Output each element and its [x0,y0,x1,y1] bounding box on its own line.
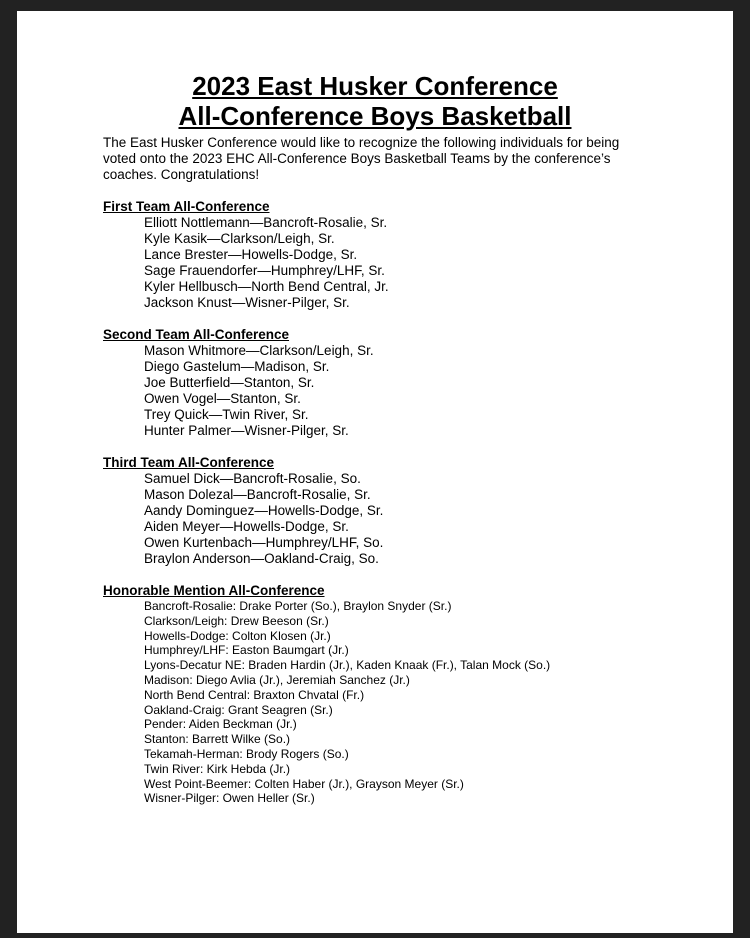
honorable-mention-entry: Humphrey/LHF: Easton Baumgart (Jr.) [144,643,349,658]
player-entry: Aiden Meyer—Howells-Dodge, Sr. [144,519,349,534]
document-title-line-2: All-Conference Boys Basketball [178,101,572,131]
player-entry: Samuel Dick—Bancroft-Rosalie, So. [144,471,361,486]
player-entry: Owen Kurtenbach—Humphrey/LHF, So. [144,535,384,550]
player-entry: Joe Butterfield—Stanton, Sr. [144,375,315,390]
honorable-mention-entry: Stanton: Barrett Wilke (So.) [144,732,291,747]
honorable-mention-entry: Tekamah-Herman: Brody Rogers (So.) [144,746,349,761]
honorable-mention-section [103,583,713,806]
honorable-mention-list [103,599,713,806]
player-entry: Kyler Hellbusch—North Bend Central, Jr. [144,279,389,294]
third-team-section [103,455,713,567]
honorable-mention-heading: Honorable Mention All-Conference [103,583,325,598]
player-entry: Owen Vogel—Stanton, Sr. [144,391,301,406]
honorable-mention-entry: Wisner-Pilger: Owen Heller (Sr.) [144,791,315,806]
honorable-mention-entry: Clarkson/Leigh: Drew Beeson (Sr.) [144,613,329,628]
honorable-mention-entry: West Point-Beemer: Colten Haber (Jr.), Grayson Meyer (Sr.) [144,776,464,791]
document-page [17,11,733,933]
second-team-section [103,327,713,439]
player-entry: Mason Dolezal—Bancroft-Rosalie, Sr. [144,487,371,502]
player-entry: Elliott Nottlemann—Bancroft-Rosalie, Sr. [144,215,388,230]
player-entry: Sage Frauendorfer—Humphrey/LHF, Sr. [144,263,385,278]
player-entry: Aandy Dominguez—Howells-Dodge, Sr. [144,503,384,518]
player-entry: Lance Brester—Howells-Dodge, Sr. [144,247,358,262]
player-entry: Kyle Kasik—Clarkson/Leigh, Sr. [144,231,335,246]
third-team-heading: Third Team All-Conference [103,455,275,470]
honorable-mention-entry: North Bend Central: Braxton Chvatal (Fr.) [144,687,365,702]
intro-paragraph: The East Husker Conference would like to recognize the following individuals for being voted onto the 2023 EHC All-Conference Boys Basketball Teams by the conference’s coaches. Congratulations! [103,135,620,182]
honorable-mention-entry: Pender: Aiden Beckman (Jr.) [144,717,297,732]
honorable-mention-entry: Twin River: Kirk Hebda (Jr.) [144,761,291,776]
third-team-list [103,471,713,567]
first-team-list [103,215,713,311]
player-entry: Jackson Knust—Wisner-Pilger, Sr. [144,295,350,310]
honorable-mention-entry: Oakland-Craig: Grant Seagren (Sr.) [144,702,333,717]
honorable-mention-entry: Bancroft-Rosalie: Drake Porter (So.), Braylon Snyder (Sr.) [144,599,452,613]
honorable-mention-entry: Howells-Dodge: Colton Klosen (Jr.) [144,628,331,643]
honorable-mention-entry: Madison: Diego Avlia (Jr.), Jeremiah Sanchez (Jr.) [144,672,410,687]
second-team-list [103,343,713,439]
player-entry: Mason Whitmore—Clarkson/Leigh, Sr. [144,343,374,358]
player-entry: Braylon Anderson—Oakland-Craig, So. [144,551,379,566]
document-title-line-1: 2023 East Husker Conference [192,71,558,101]
honorable-mention-entry: Lyons-Decatur NE: Braden Hardin (Jr.), Kaden Knaak (Fr.), Talan Mock (So.) [144,658,551,673]
first-team-section [103,199,713,311]
player-entry: Trey Quick—Twin River, Sr. [144,407,309,422]
first-team-heading: First Team All-Conference [103,199,270,214]
second-team-heading: Second Team All-Conference [103,327,290,342]
player-entry: Hunter Palmer—Wisner-Pilger, Sr. [144,423,349,438]
player-entry: Diego Gastelum—Madison, Sr. [144,359,330,374]
